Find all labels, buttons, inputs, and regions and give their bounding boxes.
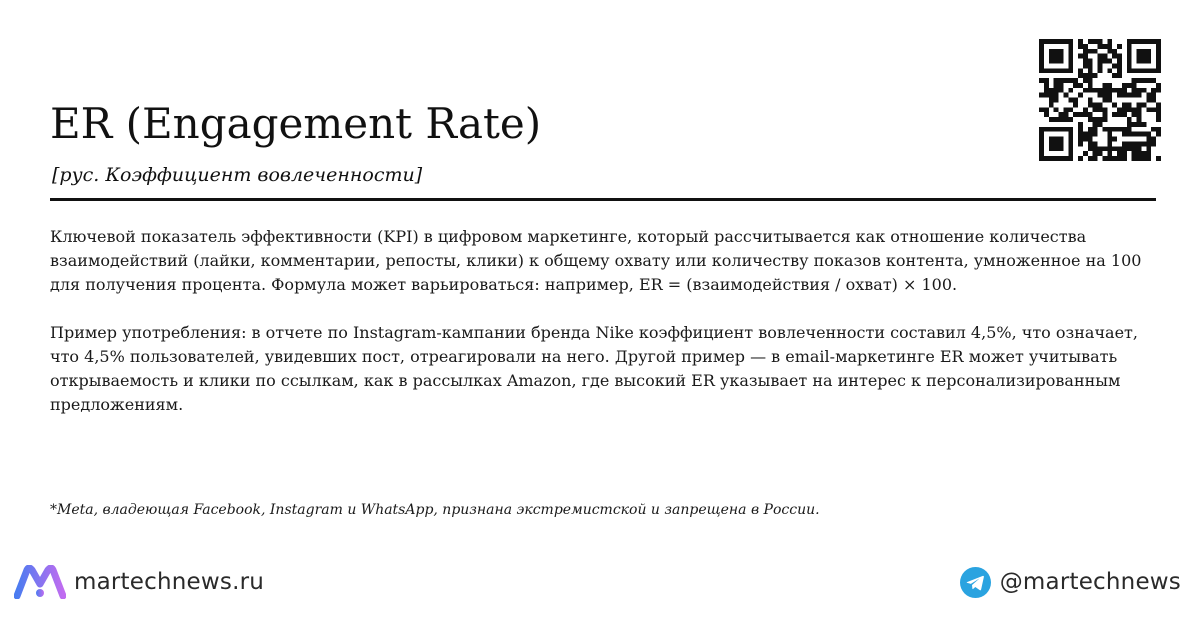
telegram-icon (960, 567, 991, 598)
page-title: ER (Engagement Rate) (50, 99, 542, 148)
definition-paragraph: Ключевой показатель эффективности (KPI) в цифровом маркетинге, который рассчитывается как отношение количества взаимодействий (лайки, комментарии, репосты, клики) к общему охвату или количеству показов контента, умноженное на 100 для получения процента. Формула может варьироваться: например, ER = (взаимодействия / охват) × 100. (50, 227, 1142, 294)
qr-code-icon[interactable] (1039, 39, 1161, 161)
legal-footnote: *Meta, владеющая Facebook, Instagram и WhatsApp, признана экстремистской и запрещена в России. (50, 502, 820, 518)
title-divider (50, 198, 1156, 201)
brand-link[interactable] (14, 564, 264, 600)
telegram-handle: @martechnews (999, 569, 1181, 595)
example-paragraph: Пример употребления: в отчете по Instagram-кампании бренда Nike коэффициент вовлеченности составил 4,5%, что означает, что 4,5% пользователей, увидевших пост, отреагировали на него. Другой пример — в email-маркетинге ER может учитывать открываемость и клики по ссылкам, как в рассылках Amazon, где высокий ER указывает на интерес к персонализированным предложениям. (50, 323, 1138, 414)
martechnews-logo-icon (14, 565, 66, 599)
telegram-link[interactable] (960, 564, 1181, 600)
page-subtitle: [рус. Коэффициент вовлеченности] (52, 164, 423, 186)
article-body (50, 225, 1156, 441)
site-name: martechnews.ru (74, 569, 265, 595)
